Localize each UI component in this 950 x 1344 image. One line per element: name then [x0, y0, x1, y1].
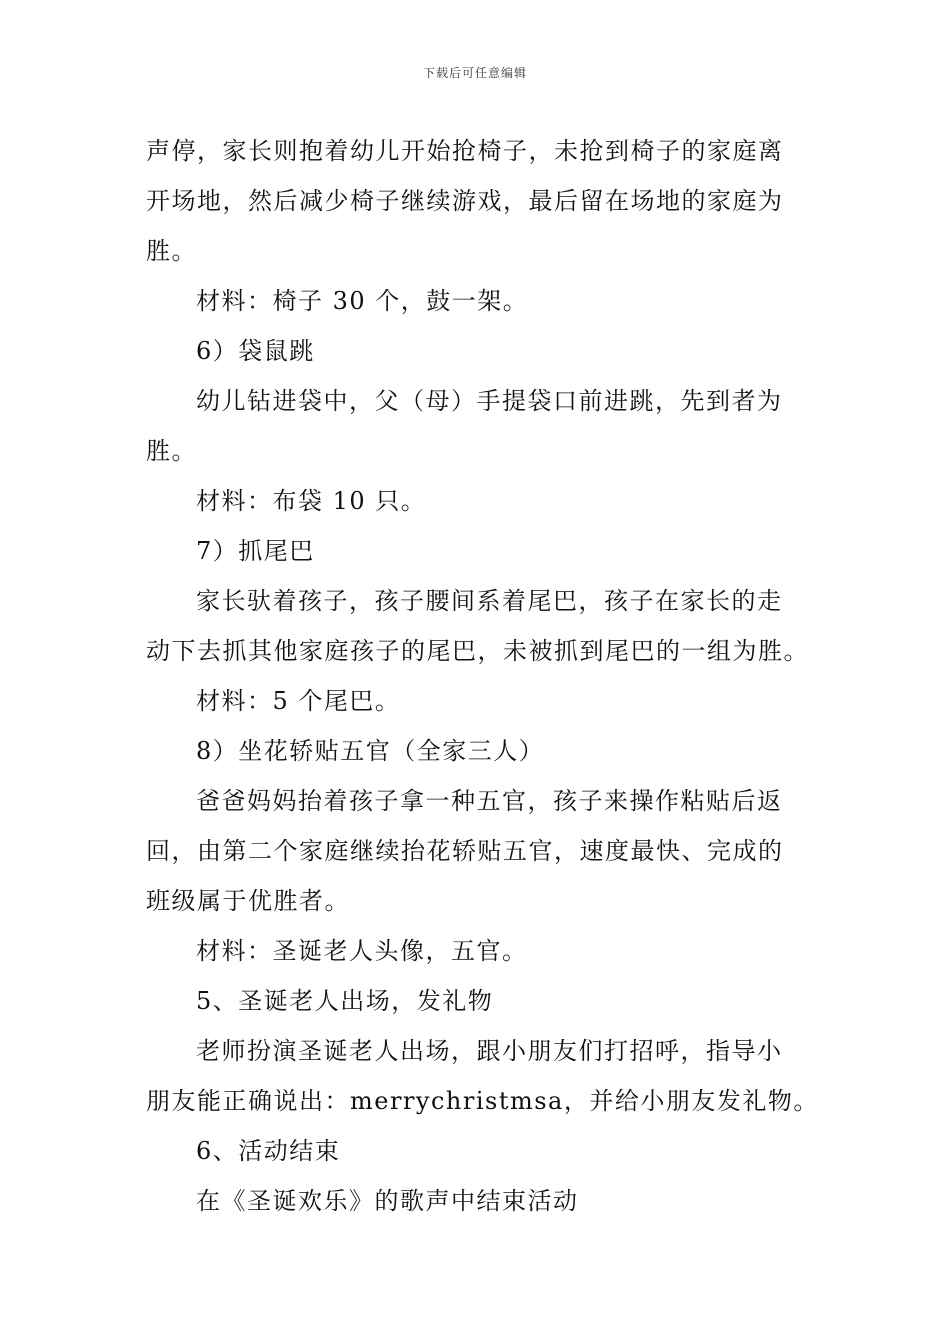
materials-line: 材料：椅子 30 个，鼓一架。 — [196, 287, 529, 315]
paragraph-line: 朋友能正确说出：merrychristmsa，并给小朋友发礼物。 — [146, 1087, 819, 1115]
paragraph-line: 动下去抓其他家庭孩子的尾巴，未被抓到尾巴的一组为胜。 — [146, 637, 809, 665]
paragraph-line: 声停，家长则抱着幼儿开始抢椅子，未抢到椅子的家庭离 — [146, 137, 784, 165]
paragraph-line: 老师扮演圣诞老人出场，跟小朋友们打招呼，指导小 — [196, 1037, 783, 1065]
section-heading: 5、圣诞老人出场，发礼物 — [196, 987, 494, 1015]
materials-line: 材料：5 个尾巴。 — [196, 687, 401, 715]
section-heading: 6、活动结束 — [196, 1137, 341, 1165]
paragraph-line: 回，由第二个家庭继续抬花轿贴五官，速度最快、完成的 — [146, 837, 784, 865]
paragraph-line: 胜。 — [146, 237, 197, 265]
section-heading: 7）抓尾巴 — [196, 537, 315, 565]
section-heading: 6）袋鼠跳 — [196, 337, 315, 365]
paragraph-line: 开场地，然后减少椅子继续游戏，最后留在场地的家庭为 — [146, 187, 784, 215]
paragraph-line: 胜。 — [146, 437, 197, 465]
materials-line: 材料：布袋 10 只。 — [196, 487, 427, 515]
paragraph-line: 幼儿钻进袋中，父（母）手提袋口前进跳，先到者为 — [196, 387, 783, 415]
document-body — [146, 126, 819, 1226]
paragraph-line: 班级属于优胜者。 — [146, 887, 350, 915]
page-header: 下载后可任意编辑 — [422, 66, 527, 80]
materials-line: 材料：圣诞老人头像，五官。 — [196, 937, 528, 965]
paragraph-line: 爸爸妈妈抬着孩子拿一种五官，孩子来操作粘贴后返 — [196, 787, 783, 815]
paragraph-line: 在《圣诞欢乐》的歌声中结束活动 — [196, 1187, 579, 1215]
paragraph-line: 家长驮着孩子，孩子腰间系着尾巴，孩子在家长的走 — [196, 587, 783, 615]
section-heading: 8）坐花轿贴五官（全家三人） — [196, 737, 545, 765]
